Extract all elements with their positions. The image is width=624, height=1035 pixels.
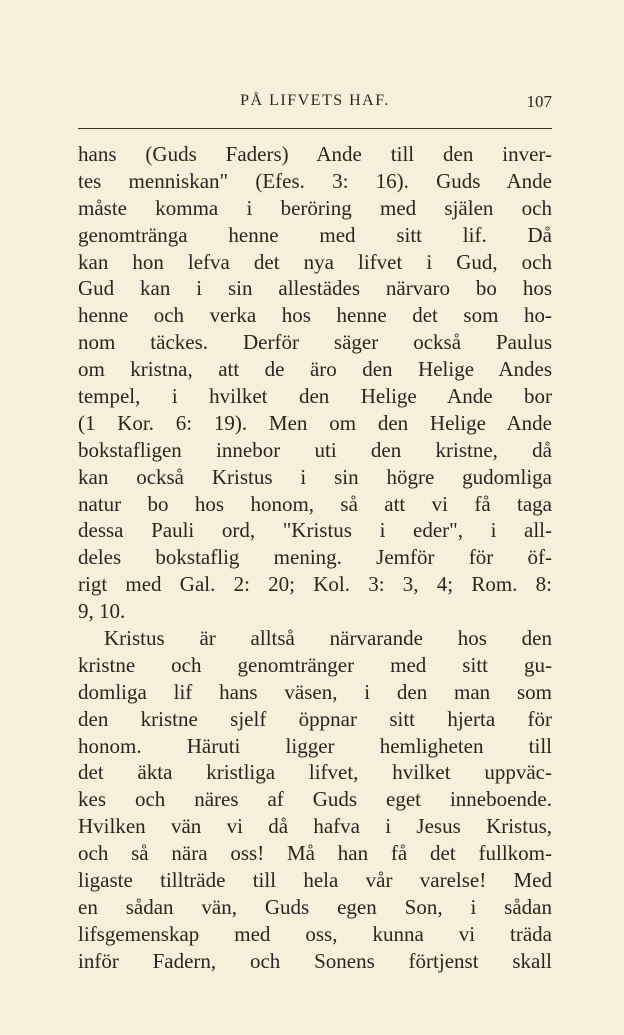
text-line: måste komma i beröring med själen och <box>78 195 552 220</box>
text-line: rigt med Gal. 2: 20; Kol. 3: 3, 4; Rom. 8: <box>78 572 552 597</box>
page-number: 107 <box>526 92 552 111</box>
text-line: henne och verka hos henne det som ho- <box>78 303 552 328</box>
text-line: det äkta kristliga lifvet, hvilket uppväc- <box>78 760 552 785</box>
text-line: dessa Pauli ord, "Kristus i eder", i all- <box>78 518 552 543</box>
text-line: bokstafligen innebor uti den kristne, då <box>78 437 552 462</box>
text-line: kan hon lefva det nya lifvet i Gud, och <box>78 249 552 274</box>
paragraph-first-line: Kristus är alltså närvarande hos den <box>104 626 552 651</box>
text-line: Gud kan i sin allestädes närvaro bo hos <box>78 276 552 301</box>
text-line: genomtränga henne med sitt lif. Då <box>78 222 552 247</box>
header-rule <box>78 128 552 129</box>
text-line: kan också Kristus i sin högre gudomliga <box>78 464 552 489</box>
text-line: hans (Guds Faders) Ande till den inver- <box>78 142 552 166</box>
text-line: och så nära oss! Må han få det fullkom- <box>78 841 552 866</box>
text-line: en sådan vän, Guds egen Son, i sådan <box>78 894 552 919</box>
running-title: PÅ LIFVETS HAF. <box>240 92 390 109</box>
text-line: Hvilken vän vi då hafva i Jesus Kristus, <box>78 814 552 839</box>
body-text <box>78 141 552 975</box>
running-head <box>78 92 552 116</box>
text-line: lifsgemenskap med oss, kunna vi träda <box>78 921 552 946</box>
text-line: den kristne sjelf öppnar sitt hjerta för <box>78 706 552 731</box>
text-line: honom. Häruti ligger hemligheten till <box>78 733 552 758</box>
text-line: tes menniskan" (Efes. 3: 16). Guds Ande <box>78 168 552 193</box>
text-line: deles bokstaflig mening. Jemför för öf- <box>78 545 552 570</box>
text-line: inför Fadern, och Sonens förtjenst skall <box>78 948 552 973</box>
text-line: ligaste tillträde till hela vår varelse! Med <box>78 868 552 893</box>
text-line: nom täckes. Derför säger också Paulus <box>78 330 552 355</box>
text-line: kristne och genomtränger med sitt gu- <box>78 652 552 677</box>
text-line: kes och näres af Guds eget inneboende. <box>78 787 552 812</box>
text-line: (1 Kor. 6: 19). Men om den Helige Ande <box>78 410 552 435</box>
text-line: om kristna, att de äro den Helige Andes <box>78 357 552 382</box>
text-line: tempel, i hvilket den Helige Ande bor <box>78 384 552 409</box>
text-line: natur bo hos honom, så att vi få taga <box>78 491 552 516</box>
text-line: domliga lif hans väsen, i den man som <box>78 679 552 704</box>
text-line: 9, 10. <box>78 599 126 624</box>
